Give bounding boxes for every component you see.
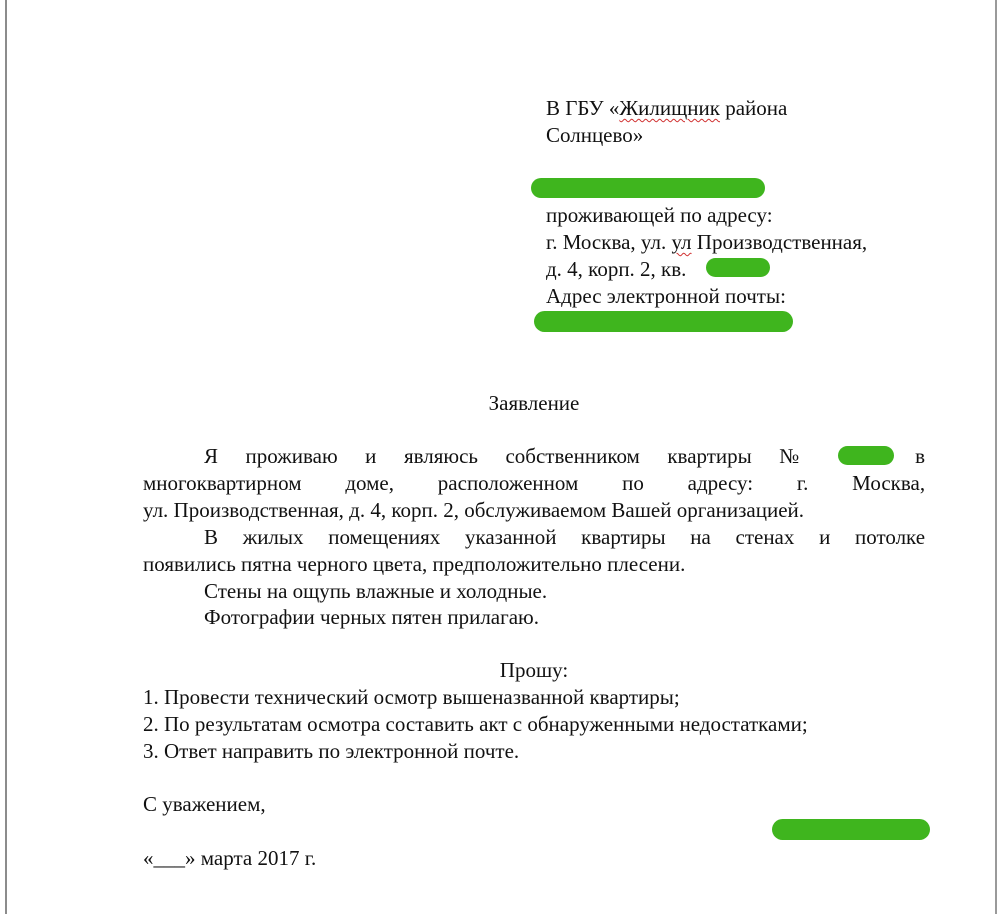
- request-item-3: 3. Ответ направить по электронной почте.: [143, 739, 520, 763]
- word: в: [915, 444, 926, 468]
- email-label: Адрес электронной почты:: [546, 284, 786, 308]
- paragraph-1-line-1: [204, 443, 925, 469]
- word: и: [365, 444, 377, 468]
- word: доме,: [345, 471, 394, 495]
- word: расположенном: [437, 471, 579, 495]
- word: многоквартирном: [143, 471, 302, 495]
- word: указанной: [464, 525, 557, 549]
- paragraph-2-line-2: появились пятна черного цвета, предположительно плесени.: [143, 552, 686, 576]
- address-city-street: г. Москва, ул.: [546, 230, 672, 254]
- request-item-1: 1. Провести технический осмотр вышеназванной квартиры;: [143, 685, 680, 709]
- word: являюсь: [403, 444, 478, 468]
- word: потолке: [854, 525, 926, 549]
- word: Москва,: [852, 471, 926, 495]
- paragraph-4: Фотографии черных пятен прилагаю.: [204, 605, 539, 629]
- redacted-name-marker: [531, 178, 765, 198]
- addressee-line-2: Солнцево»: [546, 123, 644, 147]
- residence-label: проживающей по адресу:: [546, 203, 773, 227]
- word: адресу:: [687, 471, 754, 495]
- word: помещениях: [328, 525, 441, 549]
- redacted-email-marker: [534, 311, 793, 332]
- request-item-2: 2. По результатам осмотра составить акт с обнаруженными недостатками;: [143, 712, 808, 736]
- word: квартиры: [581, 525, 666, 549]
- redacted-apartment-marker: [706, 258, 770, 277]
- address-line-2: д. 4, корп. 2, кв.: [546, 257, 687, 281]
- word: и: [819, 525, 831, 549]
- paragraph-2-line-1: [204, 524, 925, 550]
- address-line-1: [546, 229, 867, 255]
- paragraph-3: Стены на ощупь влажные и холодные.: [204, 579, 548, 603]
- word: по: [622, 471, 644, 495]
- address-street-abbrev: ул: [671, 230, 692, 254]
- word: №: [779, 444, 822, 468]
- word: жилых: [242, 525, 304, 549]
- document-title: Заявление: [488, 391, 580, 415]
- word: г.: [796, 471, 809, 495]
- addressee-suffix: района: [719, 96, 788, 120]
- page-edge-left: [5, 0, 7, 914]
- closing-date: «___» марта 2017 г.: [143, 846, 317, 870]
- word: на: [690, 525, 711, 549]
- word: стенах: [735, 525, 795, 549]
- word: Я: [204, 444, 219, 468]
- word: квартиры: [667, 444, 752, 468]
- redacted-signature-marker: [772, 819, 930, 840]
- addressee-prefix: В ГБУ «: [546, 96, 620, 120]
- paragraph-1-line-3: ул. Производственная, д. 4, корп. 2, обслуживаемом Вашей организацией.: [143, 498, 805, 522]
- word: собственником: [505, 444, 640, 468]
- request-heading: Прошу:: [499, 658, 569, 682]
- address-street-name: Производственная,: [691, 230, 868, 254]
- redacted-apartment-number-marker: [838, 446, 894, 465]
- word: В: [204, 525, 219, 549]
- closing-regards: С уважением,: [143, 792, 266, 816]
- paragraph-1-line-2: [143, 470, 925, 496]
- word: проживаю: [245, 444, 338, 468]
- addressee-org-word: Жилищник: [619, 96, 720, 120]
- addressee-line-1: [546, 95, 787, 121]
